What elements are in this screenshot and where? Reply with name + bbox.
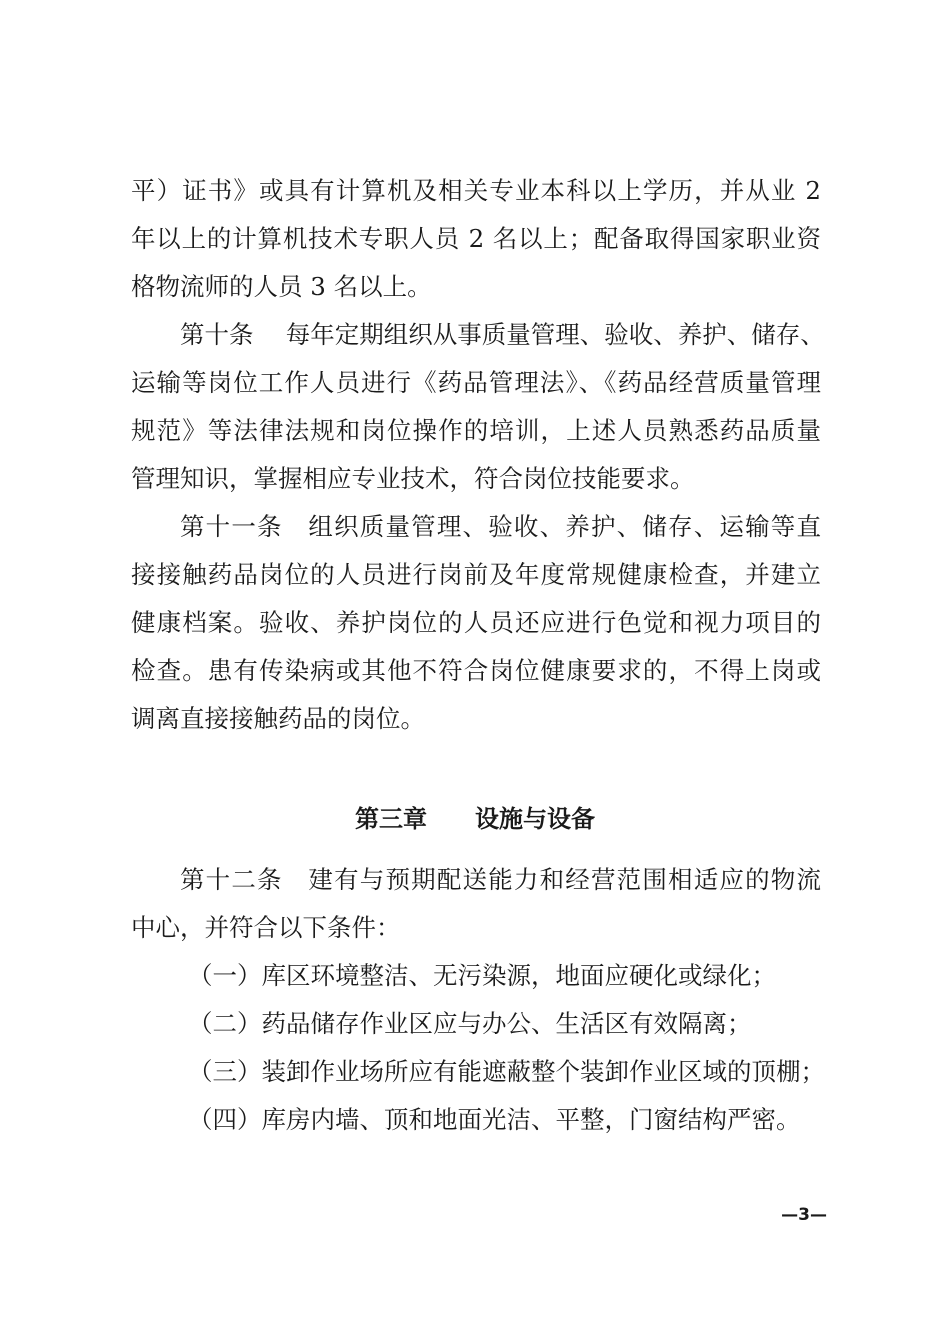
page-number: —3— xyxy=(781,1205,827,1225)
text-line: 第十条 每年定期组织从事质量管理、验收、养护、储存、 xyxy=(180,320,825,349)
text-line: 平）证书》或具有计算机及相关专业本科以上学历，并从业 2 xyxy=(131,176,821,205)
text-line: 第十二条 建有与预期配送能力和经营范围相适应的物流 xyxy=(180,865,821,894)
list-item: （三）装卸作业场所应有能遮蔽整个装卸作业区域的顶棚； xyxy=(188,1057,825,1086)
text-line: 检查。患有传染病或其他不符合岗位健康要求的，不得上岗或 xyxy=(131,656,821,685)
text-line: 第十一条 组织质量管理、验收、养护、储存、运输等直 xyxy=(180,512,821,541)
text-line: 运输等岗位工作人员进行《药品管理法》、《药品经营质量管理 xyxy=(131,368,821,397)
text-line: 年以上的计算机技术专职人员 2 名以上；配备取得国家职业资 xyxy=(131,224,821,253)
list-item: （四）库房内墙、顶和地面光洁、平整，门窗结构严密。 xyxy=(188,1105,801,1134)
list-item: （一）库区环境整洁、无污染源，地面应硬化或绿化； xyxy=(188,961,776,990)
text-line: 管理知识，掌握相应专业技术，符合岗位技能要求。 xyxy=(131,464,695,493)
text-line: 格物流师的人员 3 名以上。 xyxy=(131,272,432,301)
list-item: （二）药品储存作业区应与办公、生活区有效隔离； xyxy=(188,1009,752,1038)
text-line: 规范》等法律法规和岗位操作的培训，上述人员熟悉药品质量 xyxy=(131,416,821,445)
chapter-title: 第三章 设施与设备 xyxy=(355,805,595,833)
text-line: 调离直接接触药品的岗位。 xyxy=(131,704,425,733)
text-line: 健康档案。验收、养护岗位的人员还应进行色觉和视力项目的 xyxy=(131,608,821,637)
text-line: 中心，并符合以下条件： xyxy=(131,913,401,942)
text-line: 接接触药品岗位的人员进行岗前及年度常规健康检查，并建立 xyxy=(131,560,821,589)
